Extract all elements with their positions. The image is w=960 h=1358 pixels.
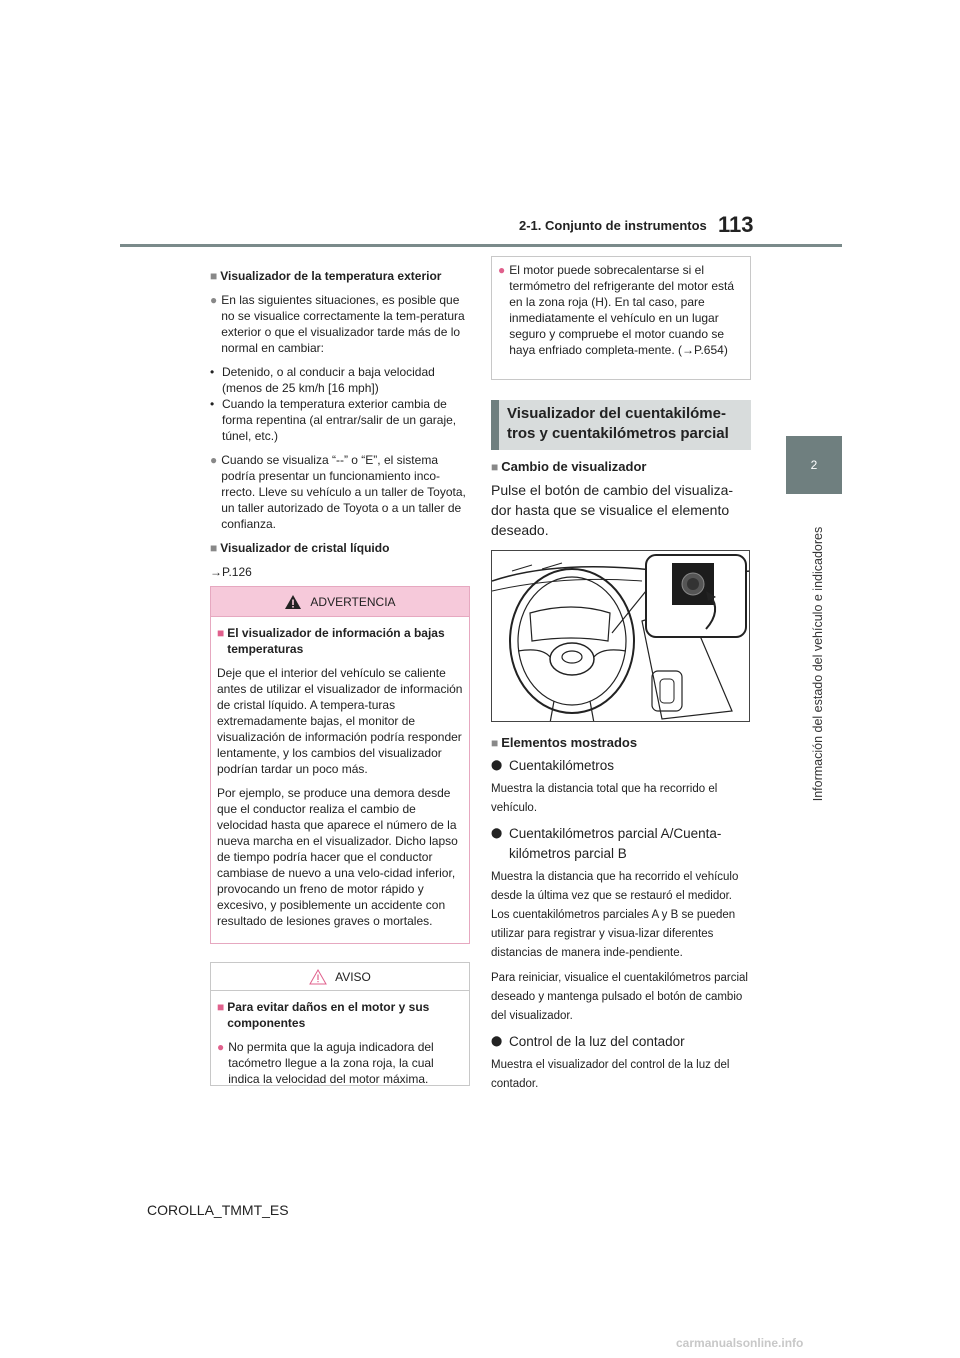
section-title: Visualizador del cuentakilóme-tros y cuentakilómetros parcial — [491, 400, 751, 450]
lcd-reference[interactable]: →P.126 — [210, 565, 252, 579]
odometer-item: ⬤ Cuentakilómetros — [491, 758, 615, 773]
light-control-item: ⬤ Control de la luz del contador — [491, 1034, 685, 1049]
warning-paragraph-1: Deje que el interior del vehículo se caliente antes de utilizar el visualizador de información de cristal líquido. A tempera-turas extremadamente bajas, el monitor de visualización de información podría responder lentamente, y los cambios del visualizador podrían tardar un poco más. — [217, 666, 463, 776]
page-number: 113 — [718, 212, 754, 237]
warning-paragraph-2: Por ejemplo, se produce una demora desde que el conductor realiza el cambio de velocidad hasta que aparece el número de la nueva marcha en el visualizador. Dicho lapso de tiempo podría hacer que el conductor cambiase de nuevo a una velo-cidad inferior, provocando un freno de motor rápido y excesivo, y posiblemente un accidente con resultado de lesiones graves o mortales. — [217, 786, 458, 928]
temp-bullet-2: • Cuando la temperatura exterior cambia de forma repentina (al entrar/salir de un garaje, túnel, etc.) — [210, 397, 457, 443]
items-heading: ■ Elementos mostrados — [491, 735, 638, 750]
notice-label: AVISO — [335, 969, 371, 984]
warning-icon — [284, 594, 302, 610]
warning-box — [210, 586, 470, 944]
change-display-heading: ■ Cambio de visualizador — [491, 459, 647, 474]
document-code: COROLLA_TMMT_ES — [147, 1202, 289, 1218]
notice-title: ■ Para evitar daños en el motor y sus componentes — [217, 1000, 430, 1030]
dashboard-drawing — [492, 551, 750, 722]
overheat-paragraph: ● El motor puede sobrecalentarse si el termómetro del refrigerante del motor está en la zona roja (H). En tal caso, pare inmediatamente el vehículo en un lugar seguro y compruebe el motor cuando se haya enfriado completa-mente. (→P.654) — [498, 263, 735, 357]
left-column — [210, 268, 470, 594]
chapter-tab: 2 — [786, 436, 842, 494]
steering-wheel-illustration — [491, 550, 750, 722]
change-display-paragraph: Pulse el botón de cambio del visualiza-dor hasta que se visualice el elemento deseado. — [491, 482, 734, 538]
right-column — [491, 458, 753, 1100]
warning-title: ■ El visualizador de información a bajas temperaturas — [217, 626, 445, 656]
trip-meter-item: ⬤ Cuentakilómetros parcial A/Cuenta-kilómetros parcial B — [491, 826, 722, 861]
chapter-title: Información del estado del vehículo e indicadores — [811, 526, 825, 802]
section-heading: 2-1. Conjunto de instrumentos — [519, 218, 707, 233]
watermark: carmanualsonline.info — [676, 1336, 804, 1350]
notice-paragraph: ● No permita que la aguja indicadora del tacómetro llegue a la zona roja, la cual indica la velocidad del motor máxima. — [217, 1040, 434, 1086]
notice-header — [211, 963, 469, 991]
temp-paragraph-1: ● En las siguientes situaciones, es posible que no se visualice correctamente la tem-peratura exterior o que el visualizador tarde más de lo normal en cambiar: — [210, 293, 465, 355]
light-control-description: Muestra el visualizador del control de la luz del contador. — [491, 1059, 730, 1090]
chapter-rail — [786, 494, 842, 834]
trip-meter-reset: Para reiniciar, visualice el cuentakilómetros parcial deseado y mantenga pulsado el botón de cambio del visualizador. — [491, 972, 748, 1022]
header-rule — [120, 244, 842, 247]
warning-label: ADVERTENCIA — [310, 594, 396, 609]
odometer-description: Muestra la distancia total que ha recorrido el vehículo. — [491, 783, 718, 814]
temp-heading: ■ Visualizador de la temperatura exterior — [210, 269, 442, 283]
warning-header — [211, 587, 469, 617]
overheat-note — [491, 256, 751, 380]
temp-paragraph-2: ● Cuando se visualiza “--” o “E”, el sistema podría presentar un funcionamiento inco-rrecto. Lleve su vehículo a un taller de Toyota, un taller autorizado de Toyota o a un taller de confianza. — [210, 453, 466, 531]
temp-bullet-1: • Detenido, o al conducir a baja velocidad (menos de 25 km/h [16 mph]) — [210, 365, 435, 395]
trip-meter-description: Muestra la distancia que ha recorrido el vehículo desde la última vez que se restauró el medidor. Los cuentakilómetros parciales A y B se pueden utilizar para registrar y visua-lizar diferentes distancias de manera inde-pendiente. — [491, 871, 739, 959]
notice-box — [210, 962, 470, 1086]
lcd-heading: ■ Visualizador de cristal líquido — [210, 541, 390, 555]
caution-icon — [309, 969, 327, 985]
